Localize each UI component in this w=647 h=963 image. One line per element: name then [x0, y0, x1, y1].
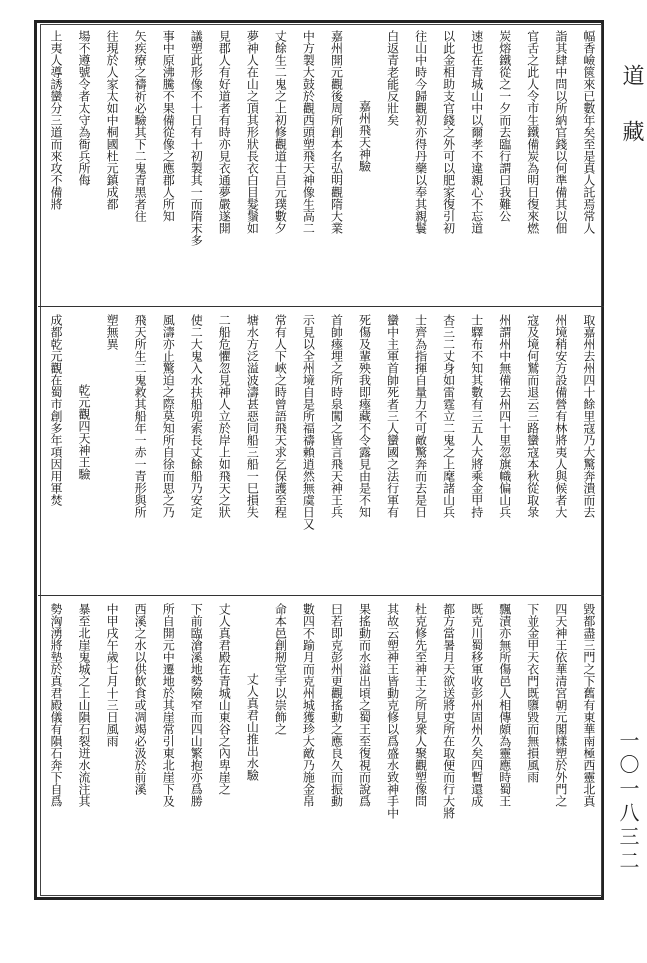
text-column: 風濤亦止驚迫之際莫知所自徐而思之乃: [161, 314, 176, 518]
text-column: 飄漬亦無所傷邑人相傳頗為靈應時蜀王: [497, 603, 512, 807]
text-column: 杏三二丈身如雷霆立二鬼之上麾諸山兵: [441, 314, 456, 518]
panel-divider: [38, 595, 604, 596]
text-column: 所自開元中遷地於其崖常引東北崖下及: [161, 603, 176, 807]
text-column: 白返青老能反壯矣: [385, 30, 400, 126]
text-column: 見郡人有好道者有時亦見衣通夢嚴遂開: [217, 30, 232, 234]
text-column: 以此金相助支官錢之外可以肥家復引初: [441, 30, 456, 234]
text-column: 士驛布不知其數有三五人大將乘金甲持: [469, 314, 484, 518]
text-column: 使二大鬼入水扶船兜索長丈餘船乃安定: [189, 314, 204, 518]
text-column: 事中原沸騰不果備從像之應郡人所知: [161, 30, 176, 222]
text-column: 場不遵號令者太守為衙兵所侮: [77, 30, 92, 186]
text-column: 常有人下峽之時曾語飛天求乞保護至程: [273, 314, 288, 518]
text-column: 州謂州中無備去州四十里忽旗幟偏山兵: [497, 314, 512, 518]
text-column: 毀都盡三門之下舊有東華南極西靈北真: [581, 603, 596, 807]
text-column: 飛天所生二鬼救其船年一赤一青形與所: [133, 314, 148, 518]
text-panel-middle: [42, 310, 602, 593]
text-column: 勢洶湧將墊於真君殿儀有隕石奔下自爲: [49, 603, 63, 807]
text-column: 丈人真君殿在青城山東谷之內卑崖之: [217, 603, 232, 795]
text-column: 暴至北崖鬼城之上山隕石裂迸水流注其: [77, 603, 92, 807]
section-heading: 乾元觀四天神王驗: [77, 384, 92, 480]
text-column: 果搖動而水溢出頃之蜀王至復視而說爲: [357, 603, 372, 807]
text-column: 取嘉州去州四十餘里寇乃大驚奔潰而去: [581, 314, 596, 518]
text-column: 中甲戌午歲七月十三日風雨: [105, 603, 120, 747]
section-heading: 丈人真君山推出水驗: [245, 673, 260, 781]
text-panel-bottom: [42, 599, 602, 893]
text-column: 塑無異: [105, 314, 120, 350]
text-column: 夢神人在山之頂其形狀長衣白目髮鬚如: [245, 30, 260, 234]
text-column: 上夷人導誘蠻分三道而來攻不備將: [49, 30, 63, 210]
panel-divider: [38, 306, 604, 307]
text-column: 下前臨滄溪地勢險窄而四山繁抱亦爲勝: [189, 603, 204, 807]
text-column: 死傷及輩殃我即瘞藏不令露見由是不知: [357, 314, 372, 518]
margin-collection-label: 道: [619, 64, 644, 108]
text-column: 示見以全州境自是所福禱賴逍然無虞日又: [301, 314, 316, 530]
text-column: 矢疾療之禱祈必驗其下二鬼青黑者往: [133, 30, 148, 222]
text-column: 下並金甲天衣門既隳毀而無損風雨: [525, 603, 540, 783]
margin-section-label: 藏: [619, 120, 644, 164]
text-panel-top: [42, 26, 602, 304]
text-column: 都方當暑月天欲送將吏所在取便而行大將: [441, 603, 456, 819]
text-column: 杜克修先至神王之所見衆人聚觀塑像問: [413, 603, 428, 807]
text-column: 丈餘生二鬼之上初修觀道士吕元璞數夕: [273, 30, 288, 234]
text-column: 幅香嶮篋來已數年矣至是真人託焉常人: [581, 30, 596, 234]
section-heading: 嘉州飛天神驗: [357, 100, 372, 172]
text-column: 曰若即克彭州更觀搖動之應良久而振動: [329, 603, 344, 807]
text-column: 寇及境何鷲而退云三路蠻寇本秋從取彔: [525, 314, 540, 518]
text-column: 往現於人家太如中桐國杜元鎮成都: [105, 30, 120, 210]
text-column: 蠻中主軍首帥死者三人蠻國之法行軍有: [385, 314, 400, 518]
text-column: 塘水方泛溢波濤甚惡同船三船一巳損失: [245, 314, 260, 518]
text-column: 首帥瘞埋之所時泉闖之皆言飛天神王兵: [329, 314, 344, 518]
text-column: 速也在青城山中以爾孝不違親心不忘道: [469, 30, 484, 234]
text-column: 士齊為指揮自量力不可敵驚奔而去是日: [413, 314, 428, 518]
text-column: 既克川蜀移軍收彭州固州久矣四暫還成: [469, 603, 484, 807]
text-column: 官舌之此人令市生鐵備炭為明日復來燃: [525, 30, 540, 234]
text-column: 炭熔鐵從之一夕而去臨行謂曰我難公: [497, 30, 512, 222]
text-column: 州境稍安方設備營有林將夷人與候者大: [553, 314, 568, 518]
text-column: 嘉州開元觀後周所創本名弘明觀隋大業: [329, 30, 344, 234]
text-column: 西溪之水以供飲食或凋竭必汲於前溪: [133, 603, 148, 795]
text-column: 二船危懼忽見神人立於岸上如飛天之狀: [217, 314, 232, 518]
text-column: 議塑此形像不十日有十初製其一而隋末多: [189, 30, 204, 246]
text-column: 四天神王依華清宮朝元閣樣塑於外門之: [553, 603, 568, 807]
text-column: 其故云塑神王皆動克修以爲盛水致神手中: [385, 603, 400, 819]
text-column: 數四不踰月而克州城獲珍大敵乃施金帛: [301, 603, 316, 807]
text-column: 成都乾元觀在蜀市創多年項因用軍焚: [49, 314, 63, 506]
text-column: 中方製大鼓於觀西頭塑飛天神像生高二: [301, 30, 316, 234]
text-column: 詣其肆中問以所納官錢以何準備其以佃: [553, 30, 568, 234]
text-column: 命本邑創剏堂宇以崇飾之: [273, 603, 288, 735]
page-number: 一〇一八三二: [616, 730, 640, 874]
text-column: 往山中時今歸觀初亦得丹藥以奉其親鬟: [413, 30, 428, 234]
